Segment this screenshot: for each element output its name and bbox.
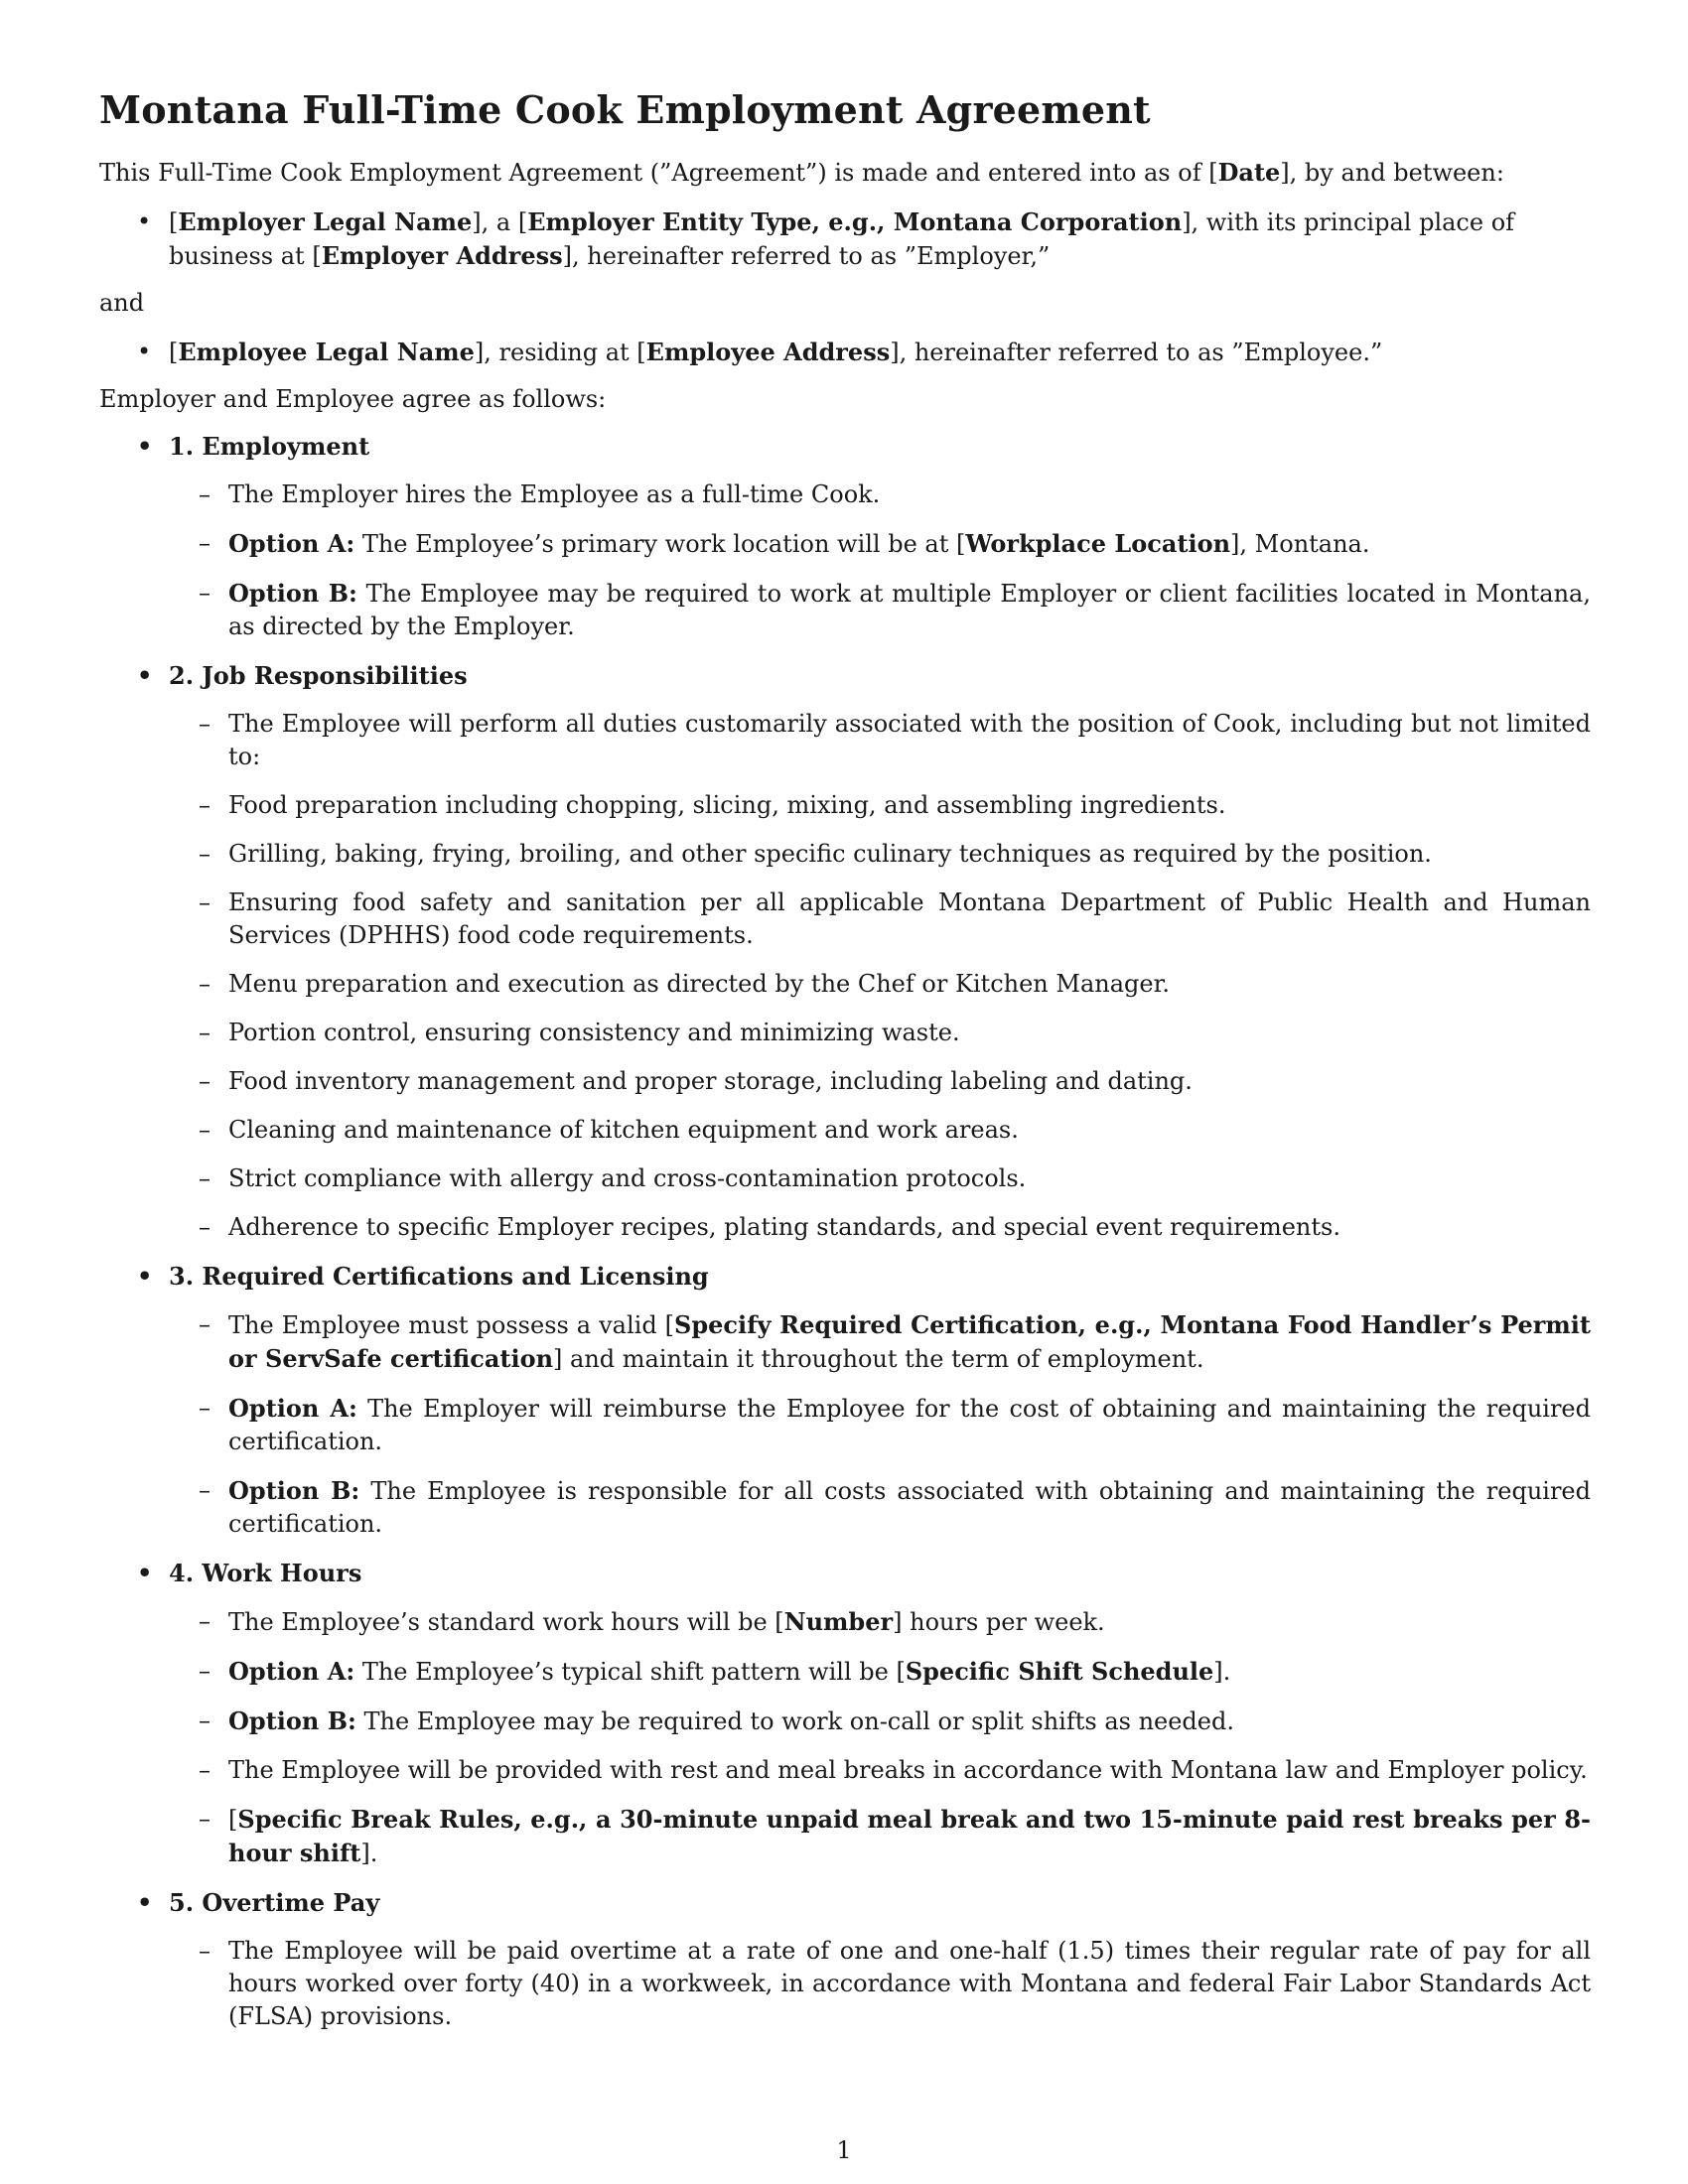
section-title: • 4. Work Hours — [99, 1557, 1591, 1589]
employer-party — [99, 205, 1591, 273]
employer-name-placeholder: Employer Legal Name — [178, 207, 473, 236]
date-placeholder: Date — [1217, 158, 1281, 187]
list-item: – The Employee will perform all duties customarily associated with the position of Cook, including but not limited to: — [99, 708, 1591, 773]
list-item: – The Employee will be paid overtime at a rate of one and one-half (1.5) times their regular rate of pay for all hours worked over forty (40) in a workweek, in accordance with Montana and federal Fair Labor Standards Act (FLSA) provisions. — [99, 1935, 1591, 2033]
list-item: – The Employer hires the Employee as a full-time Cook. — [99, 478, 1591, 511]
employee-name-placeholder: Employee Legal Name — [178, 338, 475, 366]
employer-entity-placeholder: Employer Entity Type, e.g., Montana Corporation — [527, 207, 1183, 236]
document-title: Montana Full-Time Cook Employment Agreement — [99, 87, 1151, 132]
list-item: – The Employee’s standard work hours will be [Number] hours per week. — [99, 1605, 1591, 1639]
document-page — [99, 87, 1591, 2049]
section-title: • 5. Overtime Pay — [99, 1886, 1591, 1919]
section-overtime-pay — [99, 1886, 1591, 2033]
list-item: – Food inventory management and proper storage, including labeling and dating. — [99, 1065, 1591, 1098]
list-item: – Option B: The Employee may be required to work on-call or split shifts as needed. — [99, 1705, 1591, 1738]
employer-party-item: • [Employer Legal Name], a [Employer Entity Type, e.g., Montana Corporation], with its principal place of business at [Employer Address], hereinafter referred to as ”Employer,” — [99, 205, 1591, 273]
section-certifications — [99, 1260, 1591, 1541]
employer-address-placeholder: Employer Address — [321, 241, 563, 270]
list-item: – Option A: The Employee’s typical shift pattern will be [Specific Shift Schedule]. — [99, 1655, 1591, 1689]
section-job-responsibilities — [99, 659, 1591, 1244]
list-item: – Cleaning and maintenance of kitchen equipment and work areas. — [99, 1114, 1591, 1147]
employee-party — [99, 336, 1591, 369]
list-item: – Menu preparation and execution as directed by the Chef or Kitchen Manager. — [99, 968, 1591, 1001]
list-item: – Option B: The Employee is responsible for all costs associated with obtaining and maintaining the required certification. — [99, 1474, 1591, 1541]
section-work-hours — [99, 1557, 1591, 1870]
list-item: – Option A: The Employee’s primary work location will be at [Workplace Location], Montana. — [99, 527, 1591, 561]
employee-party-item: • [Employee Legal Name], residing at [Employee Address], hereinafter referred to as ”Employee.” — [99, 336, 1591, 369]
employee-address-placeholder: Employee Address — [645, 338, 891, 366]
list-item: – Grilling, baking, frying, broiling, and other specific culinary techniques as required by the position. — [99, 838, 1591, 871]
list-item: – The Employee will be provided with rest and meal breaks in accordance with Montana law and Employer policy. — [99, 1754, 1591, 1787]
agree-text: Employer and Employee agree as follows: — [99, 385, 607, 413]
page-number: 1 — [836, 2136, 852, 2164]
section-title: • 2. Job Responsibilities — [99, 659, 1591, 692]
section-title: • 3. Required Certifications and Licensing — [99, 1260, 1591, 1293]
list-item: – Option A: The Employer will reimburse the Employee for the cost of obtaining and maintaining the required certification. — [99, 1392, 1591, 1458]
list-item: – Food preparation including chopping, slicing, mixing, and assembling ingredients. — [99, 789, 1591, 822]
list-item: – [Specific Break Rules, e.g., a 30-minute unpaid meal break and two 15-minute paid rest breaks per 8-hour shift]. — [99, 1803, 1591, 1870]
list-item: – Ensuring food safety and sanitation per all applicable Montana Department of Public Health and Human Services (DPHHS) food code requirements. — [99, 887, 1591, 952]
list-item: – Adherence to specific Employer recipes, plating standards, and special event requirements. — [99, 1211, 1591, 1244]
intro-paragraph: This Full-Time Cook Employment Agreement (”Agreement”) is made and entered into as of [Date], by and between: — [99, 158, 1504, 187]
list-item: – The Employee must possess a valid [Specify Required Certification, e.g., Montana Food Handler’s Permit or ServSafe certification] and maintain it throughout the term of employment. — [99, 1308, 1591, 1376]
list-item: – Portion control, ensuring consistency and minimizing waste. — [99, 1017, 1591, 1049]
and-text: and — [99, 289, 145, 317]
section-employment — [99, 430, 1591, 643]
list-item: – Strict compliance with allergy and cross-contamination protocols. — [99, 1162, 1591, 1195]
section-title: • 1. Employment — [99, 430, 1591, 463]
list-item: – Option B: The Employee may be required to work at multiple Employer or client facilities located in Montana, as directed by the Employer. — [99, 577, 1591, 643]
